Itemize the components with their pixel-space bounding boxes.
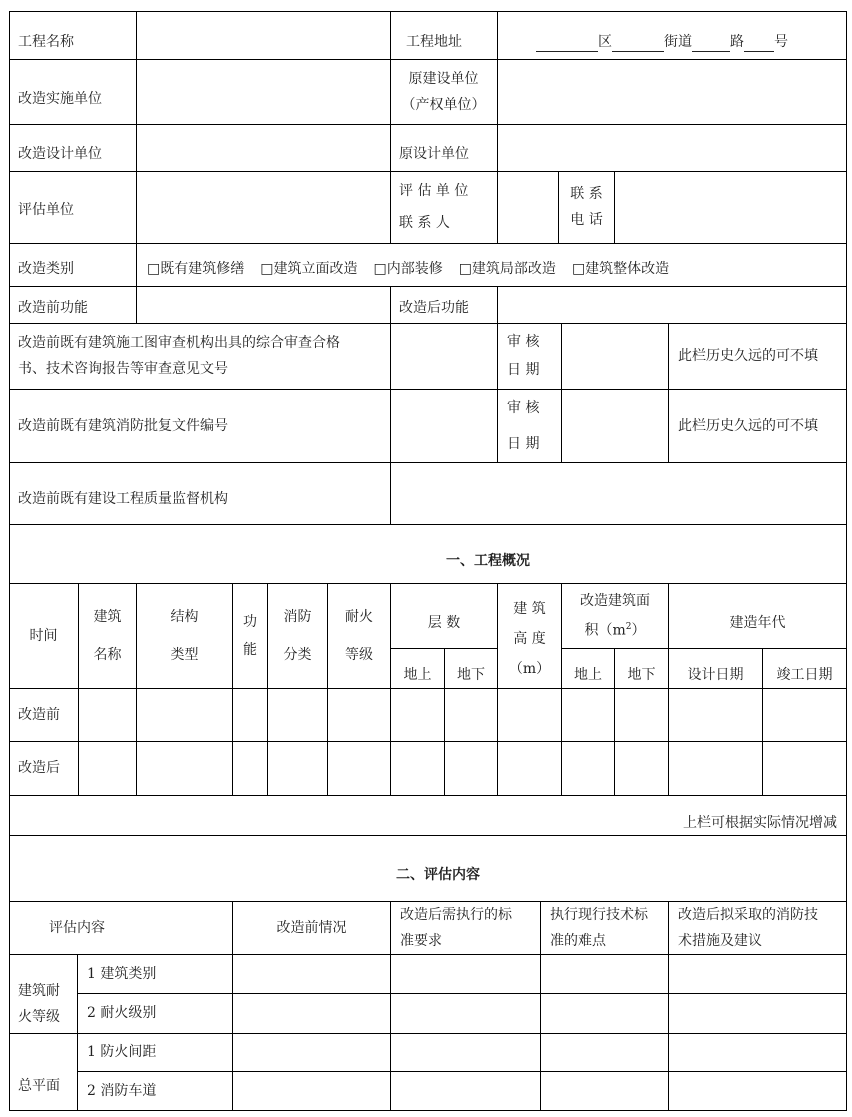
fire-date-text: 审 核: [507, 399, 540, 416]
number-blank[interactable]: [744, 33, 774, 52]
type-option-partial[interactable]: □建筑局部改造: [458, 260, 556, 277]
fire-note: 此栏历史久远的可不填: [678, 417, 818, 434]
type-option-whole[interactable]: □建筑整体改造: [571, 260, 670, 277]
road-label: 路: [730, 34, 744, 50]
eval-contact-sub: 联 系 人: [399, 215, 450, 231]
eval-unit-label: 评估单位: [18, 202, 74, 218]
district-label: 区: [598, 34, 612, 50]
col-fire-class-2: 分类: [283, 646, 312, 663]
col-measures-1: 改造后拟采取的消防技: [678, 906, 818, 923]
section1-title: 一、工程概况: [446, 552, 530, 569]
item-fire-level: 2 耐火级别: [87, 1005, 157, 1021]
col-area-sup: 2: [625, 621, 632, 632]
floors-below: 地下: [457, 667, 485, 683]
orig-build-unit-text: 原建设单位: [408, 70, 479, 87]
func-before-label: 改造前功能: [18, 299, 88, 316]
project-address-label: 工程地址: [406, 34, 462, 50]
review-doc-label: [9, 323, 390, 389]
col-structure-2: 类型: [170, 646, 199, 663]
section1-note: 上栏可根据实际情况增减: [683, 815, 837, 831]
col-standard-2: 准要求: [400, 932, 442, 949]
col-fire-class: [268, 583, 327, 688]
func-after-label: 改造后功能: [399, 299, 469, 316]
fire-doc-field[interactable]: [391, 389, 497, 462]
item-fire-lane: 2 消防车道: [87, 1082, 157, 1099]
group-fire-resistance: [9, 954, 77, 1033]
design-unit-label: 改造设计单位: [18, 145, 102, 162]
fire-date-sub: 日 期: [507, 435, 540, 452]
item-fire-spacing: 1 防火间距: [87, 1044, 157, 1060]
street-blank[interactable]: [612, 33, 664, 52]
review-date-field[interactable]: [562, 323, 668, 389]
col-time: 时间: [29, 627, 58, 644]
col-building-name-1: 建筑: [93, 608, 122, 625]
row-before-label: 改造前: [18, 706, 60, 723]
col-floors: 层 数: [427, 614, 461, 631]
impl-unit-field[interactable]: [137, 59, 390, 124]
col-year: 建造年代: [729, 614, 786, 631]
col-building-name: [79, 583, 136, 688]
road-blank[interactable]: [692, 33, 730, 52]
design-unit-field[interactable]: [137, 124, 390, 171]
orig-build-unit-sub: （产权单位）: [401, 96, 486, 113]
group-site-plan: 总平面: [18, 1077, 60, 1094]
quality-org-label: 改造前既有建设工程质量监督机构: [18, 491, 228, 507]
project-name-label: 工程名称: [18, 34, 74, 50]
col-eval-content: 评估内容: [49, 919, 105, 936]
col-function: [233, 583, 267, 688]
col-complete-date: 竣工日期: [776, 667, 833, 683]
project-address-field[interactable]: [498, 11, 846, 59]
col-function-1: 功: [243, 613, 257, 630]
grid-line: [9, 688, 847, 689]
phone-text: 联 系: [570, 186, 603, 202]
col-height-1: 建 筑: [513, 600, 546, 617]
review-date-sub: 日 期: [507, 362, 540, 378]
phone-field[interactable]: [615, 171, 846, 243]
phone-sub: 电 话: [570, 212, 603, 228]
col-before-status: 改造前情况: [276, 919, 347, 936]
col-fire-resistance-2: 等级: [345, 646, 373, 663]
type-label: 改造类别: [18, 260, 74, 277]
eval-contact-field[interactable]: [498, 171, 558, 243]
col-area-1: 改造建筑面: [580, 592, 650, 609]
type-option-facade[interactable]: □建筑立面改造: [260, 260, 358, 277]
col-structure: [137, 583, 232, 688]
item-building-class: 1 建筑类别: [87, 965, 157, 982]
eval-contact-text: 评 估 单 位: [399, 183, 469, 199]
col-area-2: [584, 614, 645, 644]
group-fire-resistance-2: 火等级: [18, 1008, 60, 1025]
col-standard: [391, 901, 540, 954]
type-option-repair[interactable]: □既有建筑修缮: [147, 260, 245, 277]
project-name-field[interactable]: [137, 11, 390, 59]
grid-line: [9, 741, 847, 742]
col-difficulty: [541, 901, 668, 954]
orig-build-unit-field[interactable]: [498, 59, 846, 124]
area-above: 地上: [574, 667, 602, 683]
type-options: [137, 243, 846, 286]
review-note: 此栏历史久远的可不填: [678, 348, 818, 364]
review-doc-field[interactable]: [391, 323, 497, 389]
section2-title: 二、评估内容: [396, 867, 480, 883]
col-function-2: 能: [243, 641, 257, 658]
floors-above: 地上: [403, 667, 432, 683]
col-height: [498, 583, 561, 688]
phone-label: [559, 171, 614, 243]
fire-date-field[interactable]: [562, 389, 668, 462]
area-below: 地下: [627, 667, 656, 683]
fire-date-label: [498, 389, 561, 462]
eval-unit-field[interactable]: [137, 171, 390, 243]
orig-design-unit-field[interactable]: [498, 124, 846, 171]
review-doc-sub: 书、技术咨询报告等审查意见文号: [18, 361, 228, 377]
col-area: [562, 583, 668, 648]
func-before-field[interactable]: [137, 286, 390, 323]
col-height-2: 高 度: [513, 630, 546, 647]
district-blank[interactable]: [536, 33, 598, 52]
func-after-field[interactable]: [498, 286, 846, 323]
review-date-text: 审 核: [507, 334, 540, 350]
orig-build-unit-label: [390, 59, 497, 124]
col-height-3: （m）: [508, 660, 551, 677]
review-doc-text: 改造前既有建筑施工图审查机构出具的综合审查合格: [18, 335, 340, 351]
col-fire-resistance-1: 耐火: [345, 608, 373, 625]
fire-doc-label: 改造前既有建筑消防批复文件编号: [18, 417, 228, 434]
orig-design-unit-label: 原设计单位: [399, 145, 469, 162]
review-date-label: [498, 323, 561, 389]
row-after-label: 改造后: [18, 760, 60, 776]
col-measures-2: 术措施及建议: [678, 932, 762, 949]
col-measures: [669, 901, 846, 954]
col-design-date: 设计日期: [687, 667, 744, 683]
eval-contact-label: [390, 171, 497, 243]
impl-unit-label: 改造实施单位: [18, 90, 102, 107]
col-building-name-2: 名称: [93, 646, 122, 663]
col-fire-class-1: 消防: [283, 608, 312, 625]
group-fire-resistance-1: 建筑耐: [18, 982, 60, 999]
col-area-2-text: 积（m: [584, 622, 626, 639]
col-difficulty-1: 执行现行技术标: [550, 906, 648, 923]
col-structure-1: 结构: [170, 608, 199, 625]
number-label: 号: [774, 34, 788, 50]
type-option-interior[interactable]: □内部装修: [373, 260, 443, 277]
col-area-3: ）: [631, 622, 646, 639]
col-difficulty-2: 准的难点: [550, 932, 606, 949]
grid-line: [9, 1110, 847, 1111]
street-label: 街道: [664, 34, 692, 50]
quality-org-field[interactable]: [391, 462, 846, 524]
col-fire-resistance: [328, 583, 390, 688]
col-standard-1: 改造后需执行的标: [400, 906, 512, 923]
